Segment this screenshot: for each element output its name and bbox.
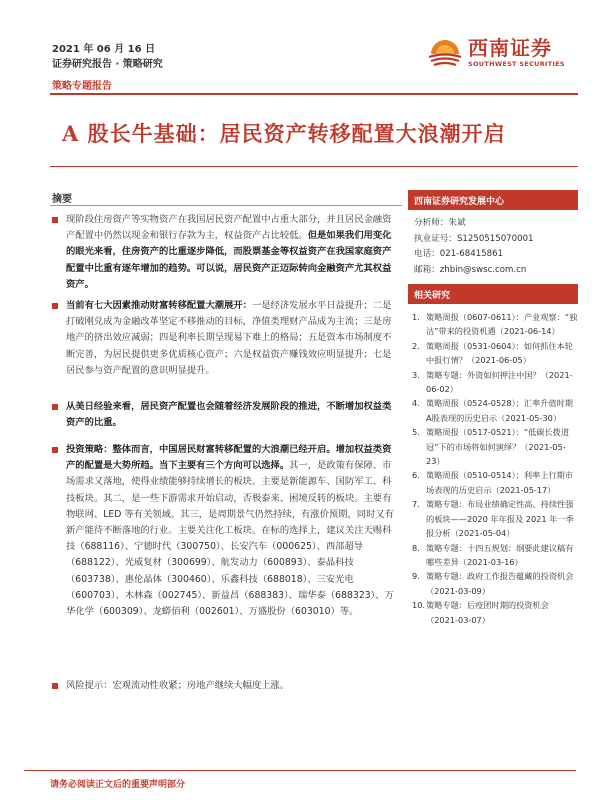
abstract-heading: 摘要 bbox=[52, 194, 72, 205]
logo-name: 西南证券 bbox=[468, 36, 552, 60]
related-item[interactable]: 3. 策略专题：外资如何押注中国？（2021-06-02） bbox=[412, 369, 573, 395]
footer-disclaimer: 请务必阅读正文后的重要声明部分 bbox=[50, 780, 186, 790]
abstract-paragraph: 当前有七大因素推动财富转移配置大潮展开：一是经济发展水平日益提升；二是打破刚兑成为金融改革坚定不移推动的目标，净值类理财产品成为主流；三是房地产的挤出效应减弱；四是利率长期呈现易下难上的格局；五是资本市场制度不断完善，为居民提供更多优质核心资产；六是权益资产赚钱效应明显提升；七是居民参与资产配置的意识明显提升。 bbox=[52, 298, 400, 395]
page-title: A 股长牛基础：居民资产转移配置大浪潮开启 bbox=[62, 121, 506, 146]
logo-emblem-icon bbox=[428, 30, 462, 70]
analyst-name: 分析师：朱斌 bbox=[414, 218, 466, 228]
abstract-paragraph: 现阶段住房资产等实物资产在我国居民资产配置中占重大部分，并且居民金融资产配置中仍然以现金和银行存款为主，权益资产占比较低。但是如果我们用变化的眼光来看，住房资产的比重逐步降低，而股票基金等权益资产在我国家庭资产配置中比重有逐年增加的趋势。可以说，居民资产正迈际转向金融资产尤其权益资产。 bbox=[52, 212, 400, 294]
related-research-list bbox=[408, 304, 578, 627]
bullet-square-icon bbox=[52, 683, 58, 689]
abstract-paragraph: 投资策略：整体而言，中国居民财富转移配置的大浪潮已经开启。增加权益类资产的配置是大势所趋。当下主要有三个方向可以选择。其一，是政策有保障、市场需求又落地，使得业绩能够持续增长的板块。主要是新能源车、国防军工、科技板块。其二，是一些下游需求开始启动，否极泰来、困境反转的板块。主要有物联网、LED 等有关领域。其三，是周期景气仍然持续，有涨价预期，同时又有新产能待不断落地的行业。主要关注化工板块。在标的选择上，建议关注天赐科技（688116）、宁德时代（300750）、长安汽车（000625）、西部超导（688122）、光威复材（300699）、航发动力（600893）、泰晶科技（603738）、惠伦晶体（300460）、乐鑫科技（688018）、三安光电（600703）、木林森（002745）、新益昌（688383）、瑞华泰（688323）、万华化学（600309）、龙蟒佰利（002601）、万盛股份（603010）等。 bbox=[52, 442, 400, 672]
analyst-info bbox=[408, 210, 578, 278]
bullet-square-icon bbox=[52, 303, 58, 309]
bullet-square-icon bbox=[52, 217, 58, 223]
related-item[interactable]: 1. 策略周报（0607-0611）：产业观察：“独沽”带来的投资机遇（2021-06-14） bbox=[412, 312, 578, 337]
analyst-email: 邮箱：zhbin@swsc.com.cn bbox=[414, 264, 527, 275]
abstract-paragraph: 风险提示：宏观流动性收紧；房地产继续大幅度上涨。 bbox=[52, 678, 400, 694]
related-research-title: 相关研究 bbox=[408, 284, 578, 304]
report-type: 策略专题报告 bbox=[52, 81, 112, 92]
related-item[interactable]: 8. 策略专题：十四五规划：纲要此建议稿有哪些差异（2021-03-16） bbox=[412, 542, 574, 567]
footer-divider bbox=[24, 770, 576, 771]
abstract-paragraph: 从美日经验来看，居民资产配置也会随着经济发展阶段的推进，不断增加权益类资产的比重。 bbox=[52, 399, 400, 432]
title-divider bbox=[50, 166, 578, 167]
sidebar bbox=[408, 190, 578, 627]
related-item[interactable]: 7. 策略专题：布局业绩确定性高、持续性强的板块——2020 年年报及 2021 年一季报分析（2021-05-04） bbox=[412, 499, 574, 539]
analyst-license: 执业证号：S1250515070001 bbox=[414, 233, 534, 244]
bullet-square-icon bbox=[52, 404, 58, 410]
related-item[interactable]: 10. 策略专题：后疫团时期的投资机会（2021-03-07） bbox=[412, 600, 549, 625]
research-center-title: 西南证券研究发展中心 bbox=[408, 190, 578, 210]
related-item[interactable]: 9. 策略专题：政府工作报告蕴藏的投资机会（2021-03-09） bbox=[412, 571, 574, 596]
related-item[interactable]: 2. 策略周报（0531-0604）：如何抓住本轮中报行情？（2021-06-05） bbox=[412, 340, 573, 366]
related-item[interactable]: 6. 策略周报（0510-0514）：利率上行期市场表现的历史启示（2021-05-17） bbox=[412, 470, 573, 495]
company-logo bbox=[428, 28, 578, 78]
related-item[interactable]: 4. 策略周报（0524-0528）：汇率升值时期A股表现的历史启示（2021-05-30） bbox=[412, 398, 573, 423]
report-date: 2021 年 06 月 16 日 bbox=[52, 44, 156, 55]
report-series: 证券研究报告 · 策略研究 bbox=[52, 59, 163, 70]
abstract-divider bbox=[50, 205, 402, 206]
analyst-phone: 电话：021-68415861 bbox=[414, 249, 504, 259]
logo-subtitle: SOUTHWEST SECURITIES bbox=[468, 60, 565, 68]
header-divider bbox=[50, 93, 578, 95]
abstract-body bbox=[52, 212, 400, 694]
bullet-square-icon bbox=[52, 447, 58, 453]
related-item[interactable]: 5. 策略周报（0517-0521）：“低碳长拨道冠”下的市场将如何演绎？（2021-05-23） bbox=[412, 427, 570, 467]
